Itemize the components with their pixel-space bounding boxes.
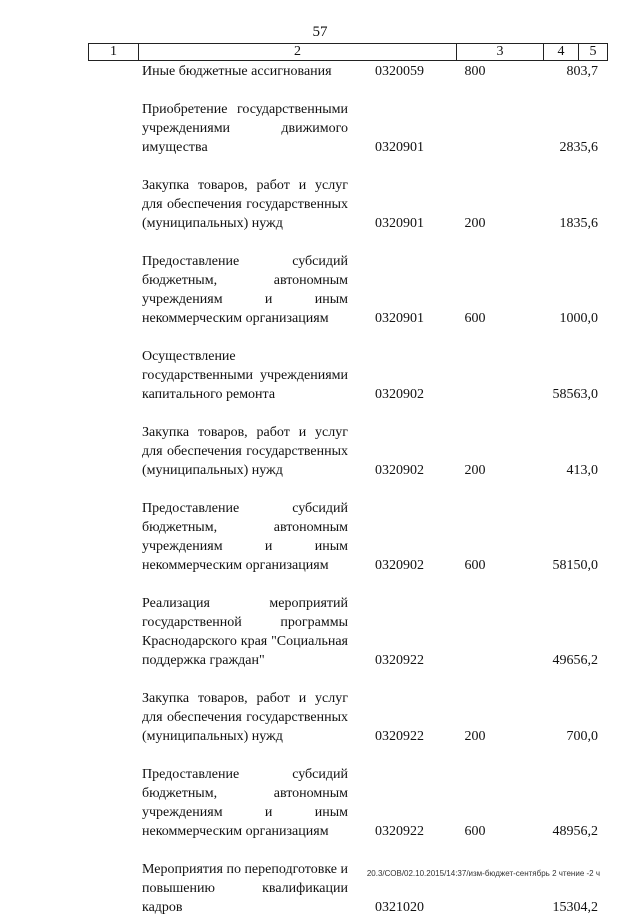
- row-code: 0320902: [375, 387, 424, 402]
- row-code: 0320902: [375, 463, 424, 478]
- row-amount: 413,0: [566, 463, 598, 478]
- row-description: Предоставление субсидий бюджетным, автономным учреждениям и иным некоммерческим организациям: [142, 501, 348, 573]
- row-amount: 49656,2: [552, 653, 598, 668]
- table-row: [0, 423, 640, 480]
- row-code: 0320922: [375, 653, 424, 668]
- row-description: Приобретение государственными учреждениями движимого имущества: [142, 102, 348, 155]
- row-type: 600: [464, 558, 486, 573]
- table-row: [0, 594, 640, 670]
- row-amount: 700,0: [566, 729, 598, 744]
- row-description: Иные бюджетные ассигнования: [142, 64, 332, 79]
- table-row: [0, 100, 640, 157]
- row-amount: 1835,6: [559, 216, 598, 231]
- row-type: 200: [464, 463, 486, 478]
- row-description: Мероприятия по переподготовке и повышению квалификации кадров: [142, 862, 348, 915]
- row-type: 800: [464, 64, 486, 79]
- header-col-1: 1: [89, 44, 139, 60]
- header-col-4: 4: [544, 44, 579, 60]
- table-row: [0, 176, 640, 233]
- table-header: [88, 43, 608, 61]
- row-type: 600: [464, 311, 486, 326]
- table-row: [0, 499, 640, 575]
- row-amount: 15304,2: [552, 900, 598, 915]
- row-code: 0320922: [375, 729, 424, 744]
- table-body: [0, 60, 640, 917]
- row-description: Реализация мероприятий государственной программы Краснодарского края "Социальная поддержка граждан": [142, 596, 348, 668]
- row-amount: 2835,6: [559, 140, 598, 155]
- row-amount: 58563,0: [552, 387, 598, 402]
- row-amount: 803,7: [566, 64, 598, 79]
- row-description: Предоставление субсидий бюджетным, автономным учреждениям и иным некоммерческим организациям: [142, 254, 348, 326]
- row-description: Осуществление государственными учреждениями капитального ремонта: [142, 349, 348, 402]
- row-amount: 58150,0: [552, 558, 598, 573]
- row-code: 0321020: [375, 900, 424, 915]
- row-type: 200: [464, 216, 486, 231]
- table-row: [0, 62, 640, 81]
- header-col-2: 2: [139, 44, 457, 60]
- row-amount: 1000,0: [559, 311, 598, 326]
- row-code: 0320901: [375, 140, 424, 155]
- page-number: 57: [312, 24, 328, 40]
- header-col-3: 3: [457, 44, 544, 60]
- row-code: 0320902: [375, 558, 424, 573]
- row-code: 0320922: [375, 824, 424, 839]
- row-type: 600: [464, 824, 486, 839]
- footer-document-stamp: 20.3/СОВ/02.10.2015/14:37/изм-бюджет-сентябрь 2 чтение -2 ч: [366, 869, 600, 878]
- row-amount: 48956,2: [552, 824, 598, 839]
- table-row: [0, 689, 640, 746]
- row-description: Закупка товаров, работ и услуг для обеспечения государственных (муниципальных) нужд: [142, 425, 348, 478]
- row-code: 0320901: [375, 311, 424, 326]
- row-code: 0320901: [375, 216, 424, 231]
- table-row: [0, 252, 640, 328]
- row-type: 200: [464, 729, 486, 744]
- row-code: 0320059: [375, 64, 424, 79]
- table-row: [0, 765, 640, 841]
- row-description: Предоставление субсидий бюджетным, автономным учреждениям и иным некоммерческим организациям: [142, 767, 348, 839]
- row-description: Закупка товаров, работ и услуг для обеспечения государственных (муниципальных) нужд: [142, 691, 348, 744]
- header-col-5: 5: [589, 44, 597, 59]
- table-row: [0, 347, 640, 404]
- row-description: Закупка товаров, работ и услуг для обеспечения государственных (муниципальных) нужд: [142, 178, 348, 231]
